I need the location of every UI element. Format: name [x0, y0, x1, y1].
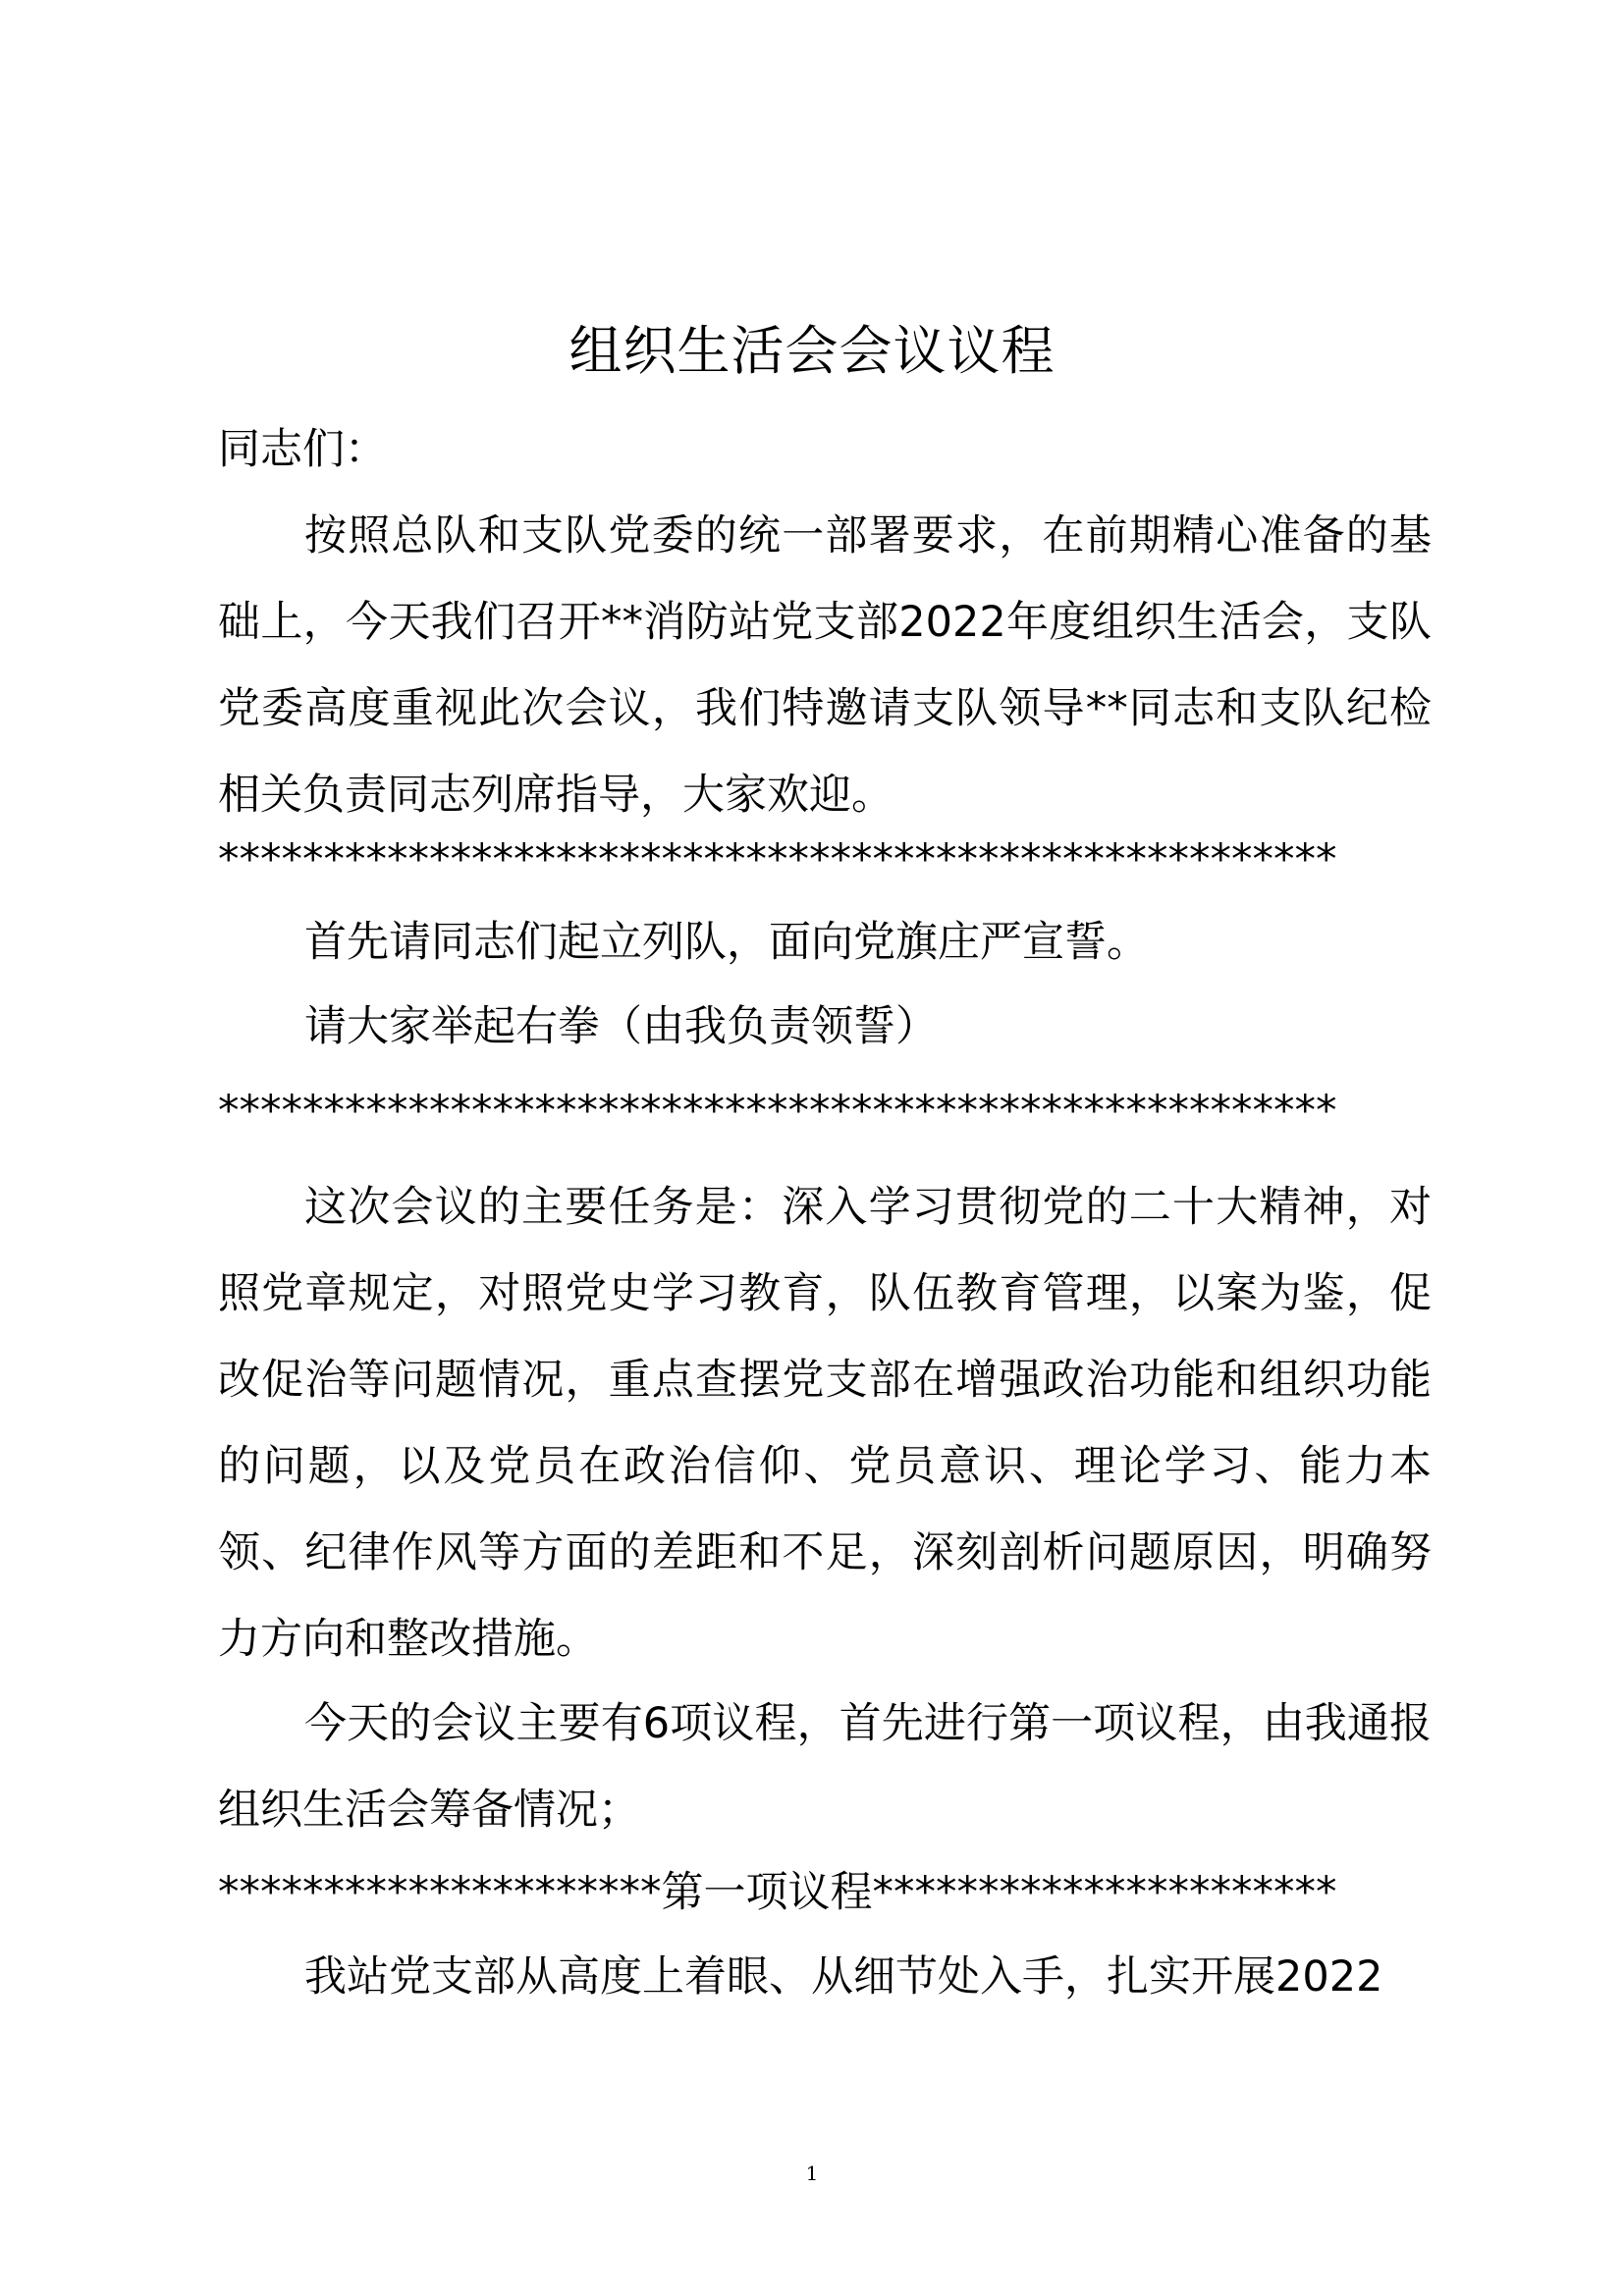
- paragraph-oath: 首先请同志们起立列队，面向党旗庄严宣誓。: [304, 918, 1149, 967]
- paragraph-agenda: 今天的会议主要有6项议程，首先进行第一项议程，由我通报组织生活会筹备情况；: [218, 1699, 1432, 1835]
- agenda-item-divider: *********************第一项议程**********************: [218, 1868, 1337, 1917]
- paragraph-first-item: 我站党支部从高度上着眼、从细节处入手，扎实开展2022: [304, 1952, 1383, 2002]
- paragraph-main-task: 这次会议的主要任务是：深入学习贯彻党的二十大精神，对照党章规定，对照党史学习教育，队伍教育管理，以案为鉴，促改促治等问题情况，重点查摆党支部在增强政治功能和组织功能的问题，以及党员在政治信仰、党员意识、理论学习、能力本领、纪律作风等方面的差距和不足，深刻剖析问题原因，明确努力方向和整改措施。: [218, 1183, 1432, 1664]
- divider-line: *****************************************************: [218, 1087, 1337, 1136]
- page-number: 1: [805, 2162, 819, 2185]
- divider-line: *****************************************************: [218, 835, 1337, 884]
- document-title: 组织生活会会议议程: [568, 320, 1056, 382]
- paragraph-intro: 按照总队和支队党委的统一部署要求，在前期精心准备的基础上，今天我们召开**消防站党支部2022年度组织生活会，支队党委高度重视此次会议，我们特邀请支队领导**同志和支队纪检相关负责同志列席指导，大家欢迎。: [218, 511, 1432, 820]
- paragraph-raise-fist: 请大家举起右拳（由我负责领誓）: [304, 1002, 938, 1051]
- salutation: 同志们：: [218, 425, 387, 474]
